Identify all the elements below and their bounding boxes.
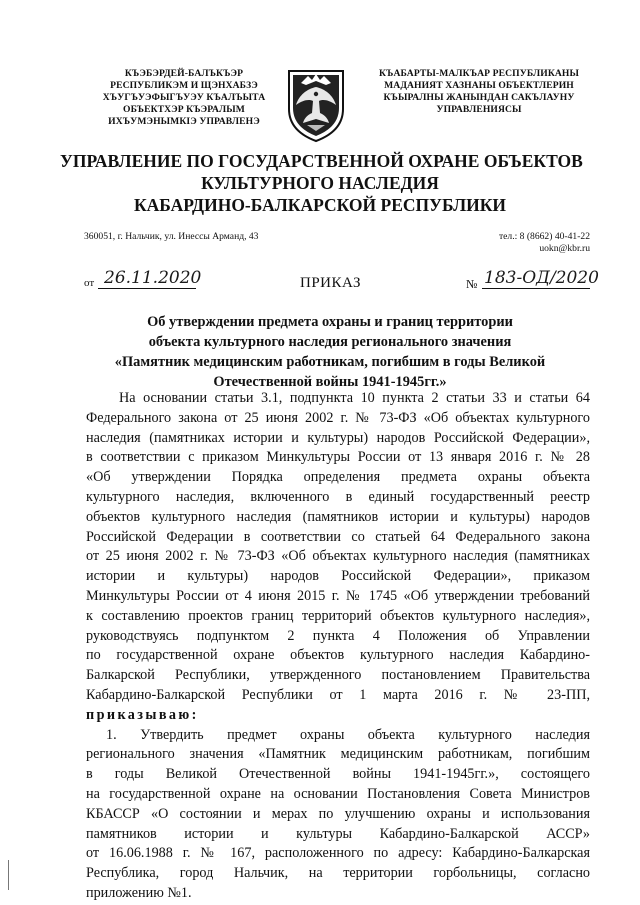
order-number-handwritten: 183-ОД/2020 — [484, 268, 599, 288]
agency-title-line: КАБАРДИНО-БАЛКАРСКОЙ РЕСПУБЛИКИ — [133, 195, 507, 215]
body-line: истории и культуры) народов Российской Федерации», приказом — [86, 568, 590, 585]
subject-line: Об утверждении предмета охраны и границ территории — [147, 314, 513, 330]
header-kabardian-block — [84, 68, 284, 128]
subject-line: объекта культурного наследия регионального значения — [148, 334, 512, 350]
body-line: Федерального закона от 25 июня 2002 г. № 73-ФЗ «Об объектах культурного — [86, 409, 590, 426]
resolve-word: приказываю: — [86, 706, 199, 723]
agency-title-line: КУЛЬТУРНОГО НАСЛЕДИЯ — [201, 173, 439, 193]
header-left-line: ОБЪЕКТХЭР КЪЭРАЛЫМ — [123, 104, 245, 115]
body-line: Республика, город Нальчик, на территории горбольницы, согласно — [86, 865, 590, 882]
body-line: в годы Великой Отечественной войны 1941-1945гг.», состоящего — [86, 766, 590, 783]
body-line: от 16.06.1988 г. № 167, расположенного по адресу: Кабардино-Балкарская — [86, 845, 590, 862]
header-left-line: РЕСПУБЛИКЭМ И ЩЭНХАБЗЭ — [110, 80, 258, 91]
header-left-line: КЪЭБЭРДЕЙ-БАЛЪКЪЭР — [124, 68, 244, 79]
body-line: 1. Утвердить предмет охраны объекта культурного наследия — [106, 726, 590, 743]
body-line: наследия (памятниках истории и культуры) народов Российской Федерации», — [86, 429, 590, 446]
body-line: культурного наследия, включенного в единый государственный реестр — [86, 488, 590, 505]
order-body — [86, 389, 590, 904]
header-right-line: КЪЫРАЛНЫ ЖАНЫНДАН САКЪЛАУНУ — [383, 92, 575, 103]
body-line: в соответствии с приказом Минкультуры России от 13 января 2016 г. № 28 — [86, 449, 590, 466]
scan-margin-mark — [8, 860, 9, 890]
body-line: «Об утверждении Порядка определения предмета охраны объекта — [86, 469, 590, 486]
header-left-line: ИХЪУМЭНЫМКIЭ УПРАВЛЕНЭ — [108, 116, 260, 127]
agency-title — [60, 150, 583, 216]
subject-line: Отечественной войны 1941-1945гг.» — [213, 374, 447, 390]
header-left-line: ХЪУГЪУЭФЫГЪУЭУ КЪАЛЪЫТА — [102, 92, 266, 103]
body-line: объектов культурного наследия (памятников истории и культуры) народов — [86, 508, 590, 525]
contact-block — [470, 231, 590, 255]
body-line: от 25 июня 2002 г. № 73-ФЗ «Об объектах культурного наследия (памятниках — [86, 548, 590, 565]
body-line: На основании статьи 3.1, подпункта 10 пункта 2 статьи 33 и статьи 64 — [119, 390, 590, 406]
body-line: КБАССР «О состоянии и мерах по улучшению охраны и использования — [86, 805, 590, 822]
header-right-line: КЪАБАРТЫ-МАЛКЪАР РЕСПУБЛИКАНЫ — [378, 68, 580, 79]
body-line: Минкультуры России от 4 июня 2015 г. № 1745 «Об утверждении требований — [86, 587, 590, 604]
header-right-line: УПРАВЛЕНИЯСЫ — [436, 104, 522, 115]
subject-line: «Памятник медицинским работникам, погибшим в годы Великой — [114, 354, 546, 370]
body-line: к составлению проектов границ территорий объектов культурного наследия», — [86, 607, 590, 624]
kbr-coat-of-arms-icon — [285, 65, 347, 143]
email-address[interactable]: uokn@kbr.ru — [539, 243, 590, 254]
body-line: Балкарской Республики, утвержденного постановлением Правительства — [86, 667, 590, 684]
header-balkar-block — [364, 68, 594, 116]
body-line: по государственной охране объектов культурного наследия Кабардино- — [86, 647, 590, 664]
order-header-row — [0, 268, 640, 294]
phone-number: тел.: 8 (8662) 40-41-22 — [498, 231, 590, 242]
body-line: руководствуясь подпунктом 2 пункта 4 Положения об Управлении — [86, 627, 590, 644]
order-subject — [80, 312, 580, 392]
order-title: ПРИКАЗ — [300, 275, 361, 291]
body-line: Кабардино-Балкарской Республики от 1 марта 2016 г. № 23-ПП, — [86, 686, 590, 703]
body-line: Российской Федерации в соответствии со статьей 64 Федерального закона — [86, 528, 590, 545]
postal-address: 360051, г. Нальчик, ул. Инессы Арманд, 43 — [84, 231, 259, 242]
body-line: на государственной охране на основании Постановления Совета Министров — [86, 785, 590, 802]
date-prefix: от — [84, 277, 95, 289]
header-right-line: МАДАНИЯТ ХАЗНАНЫ ОБЪЕКТЛЕРИН — [384, 80, 574, 91]
order-date-handwritten: 26.11.2020 — [104, 268, 202, 288]
date-underline — [98, 288, 196, 289]
number-sign: № — [466, 277, 478, 291]
number-underline — [482, 288, 590, 289]
body-line: памятников истории и культуры Кабардино-Балкарской АССР» — [86, 825, 590, 842]
body-line: приложению №1. — [86, 884, 192, 901]
body-line: регионального значения «Памятник медицинским работникам, погибшим — [86, 746, 590, 763]
agency-title-line: УПРАВЛЕНИЕ ПО ГОСУДАРСТВЕННОЙ ОХРАНЕ ОБЪЕКТОВ — [60, 151, 583, 171]
resolve-line — [86, 706, 590, 726]
